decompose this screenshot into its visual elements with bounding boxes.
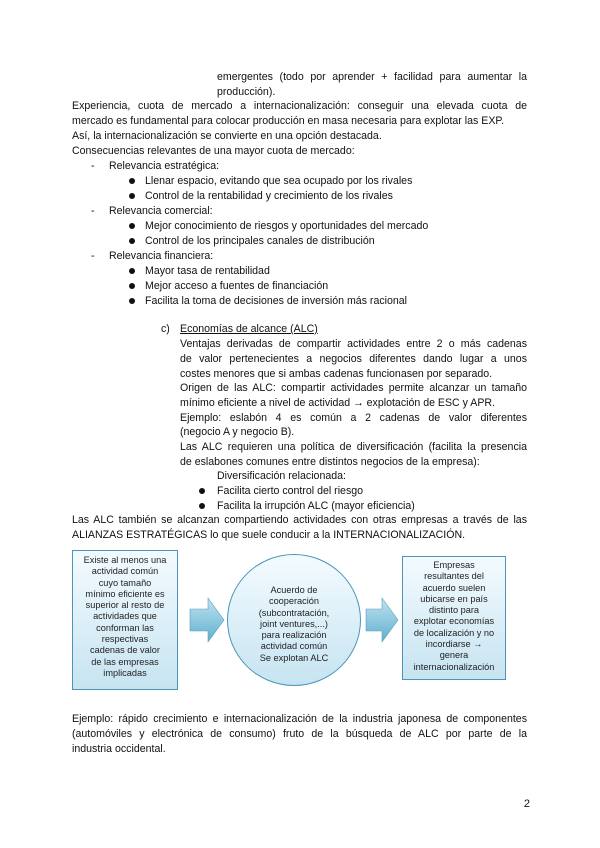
- diagram-text: actividad común: [91, 566, 159, 577]
- list-item: Control de la rentabilidad y crecimiento de los rivales: [145, 190, 393, 202]
- ejemplo-line-3: industria occidental.: [72, 743, 166, 755]
- diagram-text: joint ventures,...): [260, 618, 328, 629]
- bullet-icon: [129, 283, 135, 289]
- ejemplo-line-1: Ejemplo: rápido crecimiento e internacionalización de la industria japonesa de componentes: [72, 713, 527, 725]
- list-item: Mayor tasa de rentabilidad: [145, 265, 270, 277]
- alianzas-line-2: ALIANZAS ESTRATÉGICAS lo que suele conducir a la INTERNACIONALIZACIÓN.: [72, 529, 466, 541]
- diagram-text: mínimo eficiente es: [85, 588, 165, 599]
- alc-p1-line-2: de valor pertenecientes a negocios diferentes dando lugar a unos: [180, 353, 527, 365]
- list-item: Facilita la toma de decisiones de inversión más racional: [145, 295, 408, 307]
- diagram-text: para realización: [261, 630, 327, 641]
- list-item: Mejor acceso a fuentes de financiación: [145, 280, 329, 292]
- experiencia-line-1: Experiencia, cuota de mercado a internacionalización: conseguir una elevada cuota de: [72, 100, 527, 112]
- list-dash: -: [91, 205, 95, 217]
- alc-heading: Economías de alcance (ALC): [180, 323, 318, 335]
- diagram-text: (subcontratación,: [258, 607, 330, 618]
- bullet-icon: [199, 488, 205, 494]
- diagram-text: conforman las: [96, 622, 154, 633]
- diagram-text: cuyo tamaño: [98, 577, 152, 588]
- alc-p2-line-1: Origen de las ALC: compartir actividades permite alcanzar un tamaño: [180, 382, 527, 394]
- diversificacion-title: Diversificación relacionada:: [217, 470, 346, 482]
- alc-p4-line-2: de eslabones comunes entre distintos negocios de la empresa):: [180, 456, 480, 468]
- diagram-text: de localización y no: [413, 627, 495, 638]
- page-number: 2: [523, 798, 530, 810]
- diagram-text: respectivas: [101, 634, 149, 645]
- experiencia-line-2: mercado es fundamental para colocar producción en masa necesaria para explotar las EXP.: [72, 115, 505, 127]
- alc-p4-line-1: Las ALC requieren una política de diversificación (facilita la presencia: [180, 441, 527, 453]
- diagram-box-actividad-comun: [72, 550, 178, 690]
- diagram-text: resultantes del: [424, 571, 484, 582]
- alc-p3-line-2: (negocio A y negocio B).: [180, 426, 295, 438]
- list-item: Facilita cierto control del riesgo: [217, 485, 364, 497]
- diagram-ellipse-acuerdo: [227, 554, 361, 686]
- diagram-text: explotar economías: [413, 616, 495, 627]
- alc-p2-line-2: mínimo eficiente a nivel de actividad → explotación de ESC y APR.: [180, 397, 496, 409]
- diagram-text: ubicarse en país: [420, 593, 488, 604]
- section-marker: c): [161, 323, 170, 335]
- list-item: Llenar espacio, evitando que sea ocupado por los rivales: [145, 175, 413, 187]
- list-item: Mejor conocimiento de riesgos y oportunidades del mercado: [145, 220, 429, 232]
- relevancia-estrategica-title: Relevancia estratégica:: [109, 160, 220, 172]
- alc-p3-line-1: Ejemplo: eslabón 4 es común a 2 cadenas de valor diferentes: [180, 412, 527, 424]
- bullet-icon: [129, 193, 135, 199]
- alc-p1-line-1: Ventajas derivadas de compartir actividades entre 2 o más cadenas: [180, 338, 527, 350]
- diagram-text: incordiarse →: [425, 639, 483, 650]
- list-dash: -: [91, 160, 95, 172]
- diagram-text: de las empresas: [91, 656, 159, 667]
- diagram-text: superior al resto de: [85, 600, 165, 611]
- diagram-text: Empresas: [433, 560, 475, 570]
- list-item: Facilita la irrupción ALC (mayor eficiencia): [217, 500, 415, 512]
- bullet-icon: [129, 268, 135, 274]
- bullet-icon: [129, 238, 135, 244]
- bullet-icon: [129, 178, 135, 184]
- alc-p1-line-3: costes menores que si ambas cadenas funcionasen por separado.: [180, 368, 493, 380]
- diagram-text: Existe al menos una: [83, 555, 167, 565]
- alianzas-line-1: Las ALC también se alcanzan compartiendo actividades con otras empresas a través de las: [72, 514, 527, 526]
- arrow-right-icon: [190, 598, 224, 642]
- experiencia-line-4: Consecuencias relevantes de una mayor cuota de mercado:: [72, 145, 355, 157]
- diagram-text: genera: [439, 650, 469, 661]
- diagram-text: actividades que: [93, 611, 157, 622]
- alc-diagram: [72, 546, 528, 692]
- diagram-box-empresas-resultantes: [402, 556, 506, 680]
- emergentes-line-2: producción).: [217, 86, 276, 98]
- ejemplo-line-2: (automóviles y electrónica de consumo) fruto de la búsqueda de ALC por parte de la: [72, 728, 527, 740]
- diagram-text: Acuerdo de: [270, 585, 318, 595]
- list-dash: -: [91, 250, 95, 262]
- diagram-text: Se explotan ALC: [259, 652, 329, 663]
- bullet-icon: [199, 503, 205, 509]
- relevancia-financiera-title: Relevancia financiera:: [109, 250, 214, 262]
- diagram-text: cadenas de valor: [90, 645, 160, 656]
- arrow-right-icon: [366, 598, 398, 642]
- relevancia-comercial-title: Relevancia comercial:: [109, 205, 213, 217]
- bullet-icon: [129, 223, 135, 229]
- diagram-text: cooperación: [268, 596, 320, 607]
- list-item: Control de los principales canales de distribución: [145, 235, 375, 247]
- diagram-text: actividad común: [260, 641, 328, 652]
- bullet-icon: [129, 298, 135, 304]
- diagram-text: implicadas: [103, 667, 147, 678]
- experiencia-line-3: Así, la internacionalización se convierte en una opción destacada.: [72, 130, 382, 142]
- emergentes-line-1: emergentes (todo por aprender + facilidad para aumentar la: [217, 71, 527, 83]
- diagram-text: distinto para: [428, 605, 480, 616]
- diagram-text: internacionalización: [413, 661, 495, 672]
- diagram-text: acuerdo suelen: [422, 582, 486, 593]
